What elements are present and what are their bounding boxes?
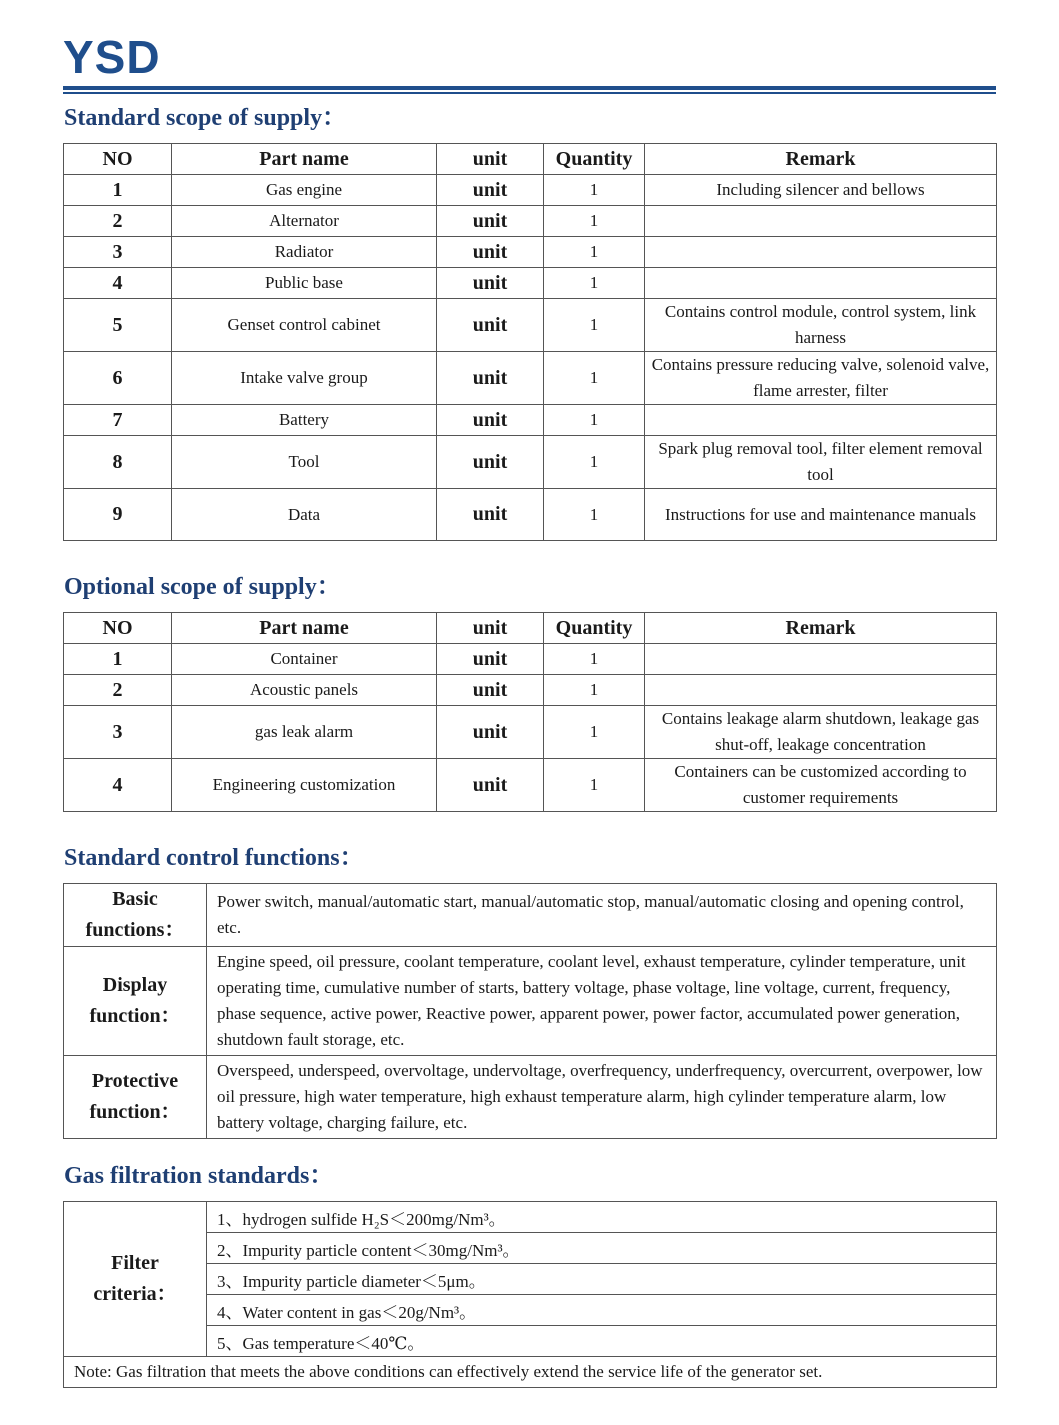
cell-unit: unit <box>437 405 544 436</box>
cell-part-name: Acoustic panels <box>172 675 437 706</box>
header-unit: unit <box>437 613 544 644</box>
cell-part-name: Tool <box>172 436 437 489</box>
cell-remark: Including silencer and bellows <box>645 175 997 206</box>
cell-remark <box>645 644 997 675</box>
basic-functions-label: Basic functions： <box>64 884 207 947</box>
filter-criterion: 2、Impurity particle content＜30mg/Nm³。 <box>207 1233 997 1264</box>
cell-unit: unit <box>437 759 544 812</box>
cell-remark: Contains pressure reducing valve, solenoid valve, flame arrester, filter <box>645 352 997 405</box>
optional-supply-table <box>63 612 997 812</box>
cell-unit: unit <box>437 206 544 237</box>
filter-criterion: 3、Impurity particle diameter＜5μm。 <box>207 1264 997 1295</box>
cell-part-name: Alternator <box>172 206 437 237</box>
gas-filtration-table <box>63 1201 997 1388</box>
header-quantity: Quantity <box>544 144 645 175</box>
table-row <box>64 405 997 436</box>
protective-function-label: Protective function： <box>64 1056 207 1139</box>
display-function-text: Engine speed, oil pressure, coolant temperature, coolant level, exhaust temperature, cylinder temperature, unit operating time, cumulative number of starts, battery voltage, phase voltage, line voltage, current, frequency, phase sequence, active power, Reactive power, apparent power, power factor, accumulated power generation, shutdown fault storage, etc. <box>207 947 997 1056</box>
cell-quantity: 1 <box>544 489 645 541</box>
control-functions-title: Standard control functions： <box>64 845 364 871</box>
table-row <box>64 1056 997 1139</box>
cell-no: 9 <box>64 489 172 541</box>
cell-no: 4 <box>64 268 172 299</box>
header-no: NO <box>64 144 172 175</box>
control-functions-table <box>63 883 997 1139</box>
cell-part-name: Container <box>172 644 437 675</box>
header-part-name: Part name <box>172 613 437 644</box>
company-logo: YSD <box>63 31 161 83</box>
optional-supply-title: Optional scope of supply： <box>64 574 341 600</box>
table-row <box>64 1357 997 1388</box>
header-part-name: Part name <box>172 144 437 175</box>
cell-remark: Instructions for use and maintenance manuals <box>645 489 997 541</box>
cell-unit: unit <box>437 299 544 352</box>
cell-no: 8 <box>64 436 172 489</box>
cell-unit: unit <box>437 237 544 268</box>
display-function-label: Display function： <box>64 947 207 1056</box>
standard-supply-title: Standard scope of supply： <box>64 105 347 131</box>
table-row <box>64 884 997 947</box>
cell-quantity: 1 <box>544 706 645 759</box>
cell-quantity: 1 <box>544 237 645 268</box>
cell-remark <box>645 268 997 299</box>
table-row <box>64 175 997 206</box>
header-remark: Remark <box>645 613 997 644</box>
cell-no: 2 <box>64 675 172 706</box>
cell-part-name: Battery <box>172 405 437 436</box>
cell-part-name: Radiator <box>172 237 437 268</box>
filter-criterion: 1、hydrogen sulfide H₂S＜200mg/Nm³。 <box>207 1202 997 1233</box>
table-header-row <box>64 613 997 644</box>
cell-part-name: Intake valve group <box>172 352 437 405</box>
cell-remark <box>645 237 997 268</box>
table-row <box>64 206 997 237</box>
cell-part-name: Data <box>172 489 437 541</box>
cell-remark <box>645 405 997 436</box>
cell-quantity: 1 <box>544 206 645 237</box>
table-row <box>64 489 997 541</box>
cell-quantity: 1 <box>544 759 645 812</box>
cell-unit: unit <box>437 436 544 489</box>
cell-remark <box>645 675 997 706</box>
filter-criteria-label: Filter criteria： <box>64 1202 207 1357</box>
table-row <box>64 759 997 812</box>
cell-remark: Spark plug removal tool, filter element removal tool <box>645 436 997 489</box>
table-row <box>64 237 997 268</box>
cell-unit: unit <box>437 352 544 405</box>
cell-no: 1 <box>64 175 172 206</box>
cell-quantity: 1 <box>544 175 645 206</box>
cell-remark: Contains leakage alarm shutdown, leakage gas shut-off, leakage concentration <box>645 706 997 759</box>
table-row <box>64 268 997 299</box>
cell-quantity: 1 <box>544 352 645 405</box>
protective-function-text: Overspeed, underspeed, overvoltage, undervoltage, overfrequency, underfrequency, overcurrent, overpower, low oil pressure, high water temperature, high exhaust temperature alarm, high cylinder temperature alarm, low battery voltage, charging failure, etc. <box>207 1056 997 1139</box>
basic-functions-text: Power switch, manual/automatic start, manual/automatic stop, manual/automatic closing and opening control, etc. <box>207 884 997 947</box>
cell-unit: unit <box>437 268 544 299</box>
table-row <box>64 644 997 675</box>
filter-criterion: 5、Gas temperature＜40℃。 <box>207 1326 997 1357</box>
cell-quantity: 1 <box>544 405 645 436</box>
standard-supply-table <box>63 143 997 541</box>
table-row <box>64 1202 997 1233</box>
cell-unit: unit <box>437 644 544 675</box>
cell-part-name: Genset control cabinet <box>172 299 437 352</box>
header-unit: unit <box>437 144 544 175</box>
table-row <box>64 675 997 706</box>
filter-criterion: 4、Water content in gas＜20g/Nm³。 <box>207 1295 997 1326</box>
table-row <box>64 947 997 1056</box>
table-row <box>64 706 997 759</box>
table-row <box>64 436 997 489</box>
cell-part-name: Public base <box>172 268 437 299</box>
cell-no: 7 <box>64 405 172 436</box>
cell-no: 5 <box>64 299 172 352</box>
header-quantity: Quantity <box>544 613 645 644</box>
cell-unit: unit <box>437 489 544 541</box>
cell-quantity: 1 <box>544 268 645 299</box>
cell-quantity: 1 <box>544 644 645 675</box>
cell-quantity: 1 <box>544 436 645 489</box>
cell-unit: unit <box>437 175 544 206</box>
cell-quantity: 1 <box>544 299 645 352</box>
header-rule-thick <box>63 86 996 90</box>
cell-quantity: 1 <box>544 675 645 706</box>
cell-remark: Containers can be customized according to customer requirements <box>645 759 997 812</box>
header-rule-thin <box>63 92 996 94</box>
cell-no: 4 <box>64 759 172 812</box>
cell-no: 1 <box>64 644 172 675</box>
cell-remark: Contains control module, control system, link harness <box>645 299 997 352</box>
cell-no: 6 <box>64 352 172 405</box>
filtration-note: Note: Gas filtration that meets the above conditions can effectively extend the service life of the generator set. <box>64 1357 997 1388</box>
table-row <box>64 352 997 405</box>
header-remark: Remark <box>645 144 997 175</box>
header-no: NO <box>64 613 172 644</box>
cell-unit: unit <box>437 675 544 706</box>
cell-no: 3 <box>64 237 172 268</box>
table-row <box>64 299 997 352</box>
cell-part-name: Gas engine <box>172 175 437 206</box>
cell-no: 3 <box>64 706 172 759</box>
cell-unit: unit <box>437 706 544 759</box>
cell-remark <box>645 206 997 237</box>
cell-part-name: Engineering customization <box>172 759 437 812</box>
cell-no: 2 <box>64 206 172 237</box>
gas-filtration-title: Gas filtration standards： <box>64 1163 334 1189</box>
cell-part-name: gas leak alarm <box>172 706 437 759</box>
table-header-row <box>64 144 997 175</box>
